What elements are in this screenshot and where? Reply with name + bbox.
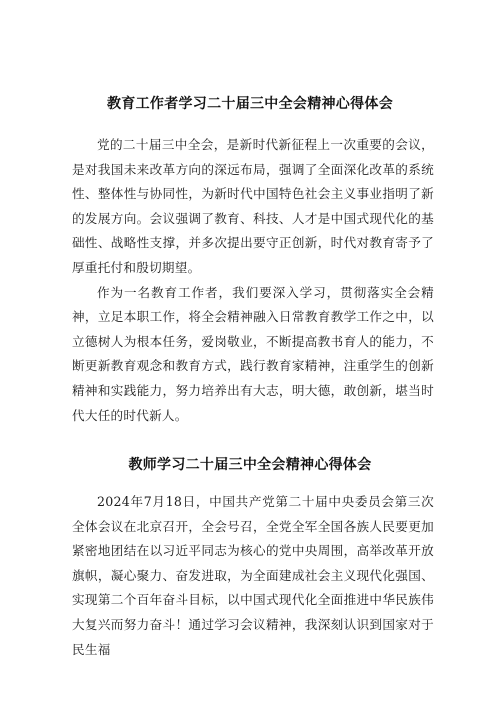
article-body-1 bbox=[72, 133, 434, 428]
article-body-2 bbox=[72, 490, 434, 662]
paragraph: 2024年7月18日，中国共产党第二十届中央委员会第三次全体会议在北京召开，全会号召，全党全军全国各族人民要更加紧密地团结在以习近平同志为核心的党中央周围，高举改革开放旗帜，凝心聚力、奋发进取，为全面建成社会主义现代化强国、实现第二个百年奋斗目标，以中国式现代化全面推进中华民族伟大复兴而努力奋斗！通过学习会议精神，我深刻认识到国家对于民生福 bbox=[72, 494, 434, 657]
paragraph: 作为一名教育工作者，我们要深入学习，贯彻落实全会精神，立足本职工作，将全会精神融入日常教育教学工作之中，以立德树人为根本任务，爱岗敬业，不断提高教书育人的能力，不断更新教育观念和教育方式，践行教育家精神，注重学生的创新精神和实践能力，努力培养出有大志，明大德，敢创新，堪当时代大任的时代新人。 bbox=[72, 284, 434, 423]
paragraph: 党的二十届三中全会，是新时代新征程上一次重要的会议，是对我国未来改革方向的深远布局，强调了全面深化改革的系统性、整体性与协同性，为新时代中国特色社会主义事业指明了新的发展方向。会议强调了教育、科技、人才是中国式现代化的基础性、战略性支撑，并多次提出要守正创新，时代对教育寄予了厚重托付和殷切期望。 bbox=[72, 137, 434, 275]
article-title-1: 教育工作者学习二十届三中全会精神心得体会 bbox=[107, 96, 393, 112]
article-title-2: 教师学习二十届三中全会精神心得体会 bbox=[128, 457, 372, 473]
